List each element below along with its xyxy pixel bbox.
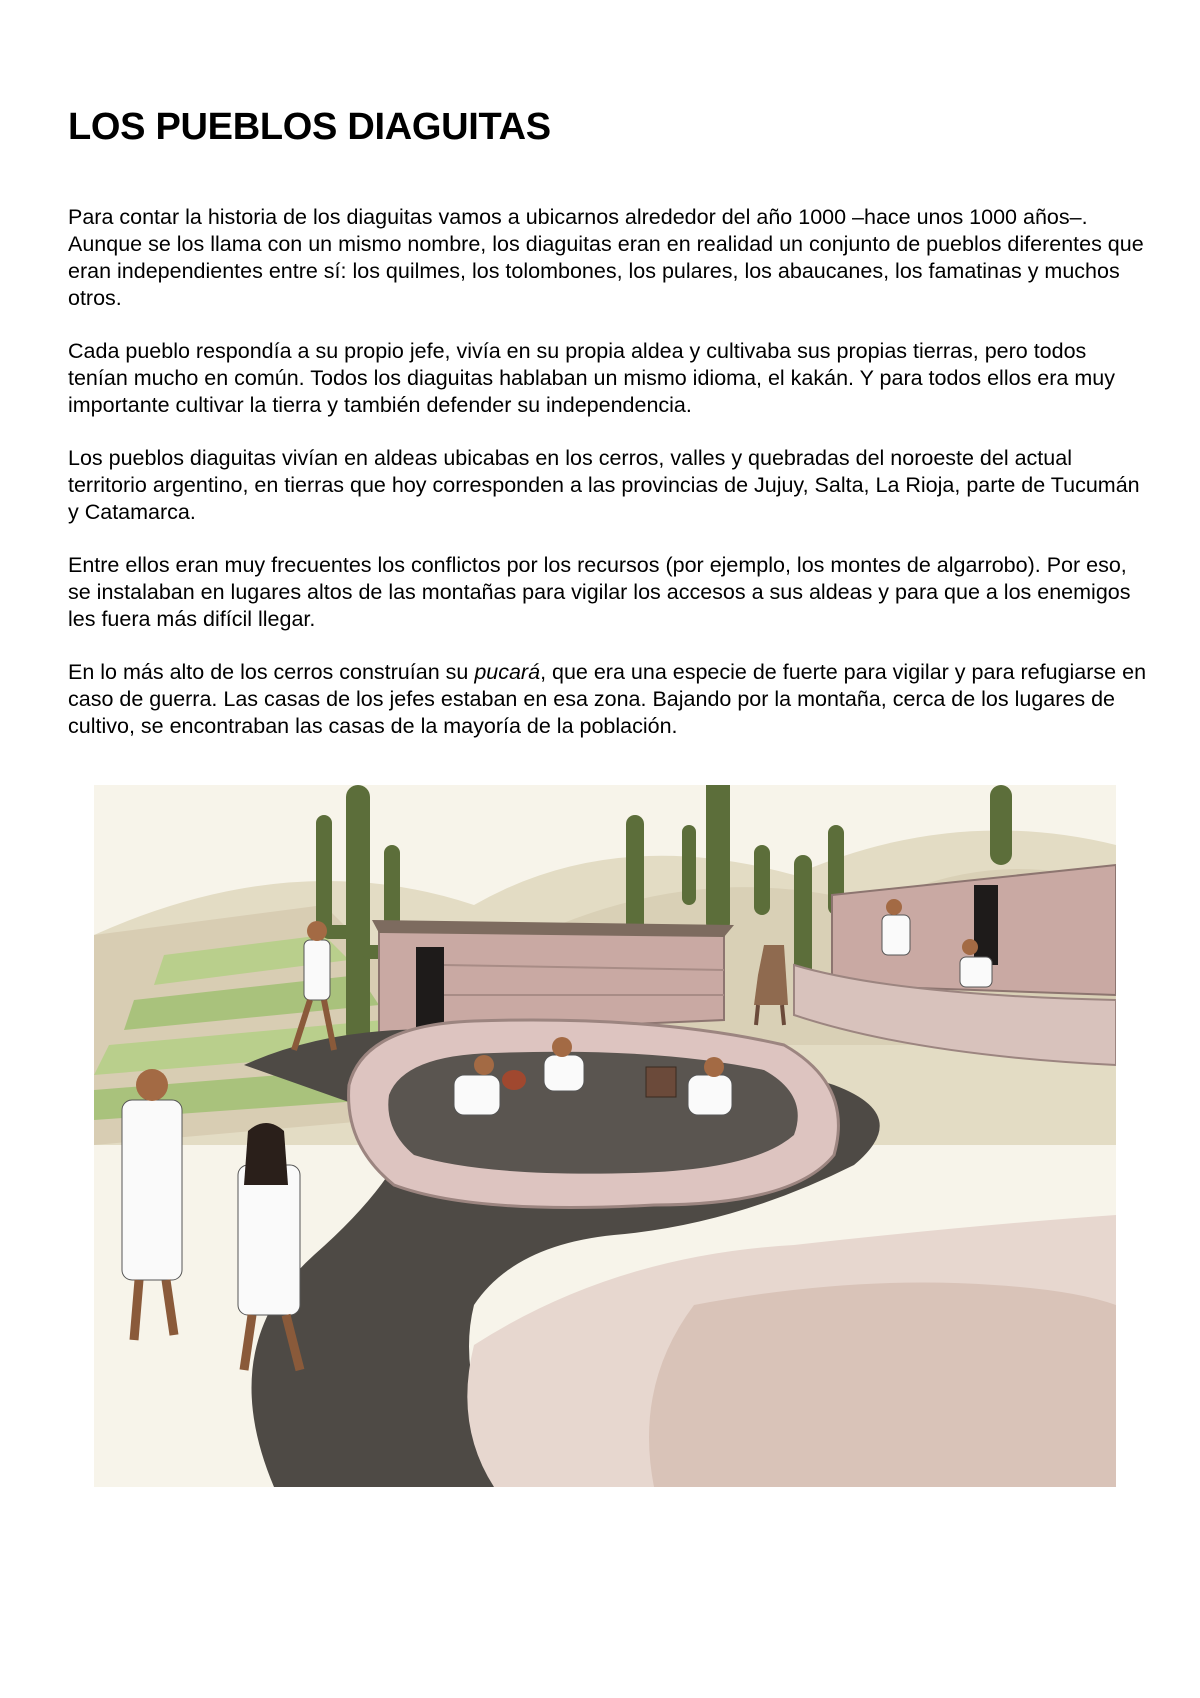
body-text — [68, 204, 1148, 766]
stone-enclosure — [349, 1020, 839, 1208]
diaguita-village-illustration — [94, 785, 1116, 1487]
page-title: LOS PUEBLOS DIAGUITAS — [68, 106, 551, 148]
paragraph-3: Los pueblos diaguitas vivían en aldeas ubicabas en los cerros, valles y quebradas del noroeste del actual territorio argentino, en tierras que hoy corresponden a las provincias de Jujuy, Salta, La Rioja, parte de Tucumán y Catamarca. — [68, 446, 1140, 524]
paragraph-5 — [68, 659, 1148, 740]
cactus-right — [990, 785, 1012, 865]
paragraph-5-start: En lo más alto de los cerros construían su — [68, 660, 475, 684]
pucara-term: pucará — [474, 660, 541, 684]
foreground-rocks-shade — [649, 1283, 1116, 1488]
paragraph-2: Cada pueblo respondía a su propio jefe, vivía en su propia aldea y cultivaba sus propias tierras, pero todos tenían mucho en común. Todos los diaguitas hablaban un mismo idioma, el kakán. Y para todos ellos era muy importante cultivar la tierra y también defender su independencia. — [68, 339, 1115, 417]
paragraph-5-end: , que era una especie de fuerte para vigilar y para refugiarse en caso de guerra. Las casas de los jefes estaban en esa zona. Bajando por la montaña, cerca de los lugares de cultivo, se encontraban las casas de la mayoría de la población. — [68, 660, 1147, 738]
paragraph-4: Entre ellos eran muy frecuentes los conflictos por los recursos (por ejemplo, los montes de algarrobo). Por eso, se instalaban en lugares altos de las montañas para vigilar los accesos a sus aldeas y para que a los enemigos les fuera más difícil llegar. — [68, 553, 1131, 631]
paragraph-1: Para contar la historia de los diaguitas vamos a ubicarnos alrededor del año 1000 –hace unos 1000 años–. Aunque se los llama con un mismo nombre, los diaguitas eran en realidad un conjunto de pueblos diferentes que eran independientes entre sí: los quilmes, los tolombones, los pulares, los abaucanes, los famatinas y muchos otros. — [68, 205, 1144, 310]
